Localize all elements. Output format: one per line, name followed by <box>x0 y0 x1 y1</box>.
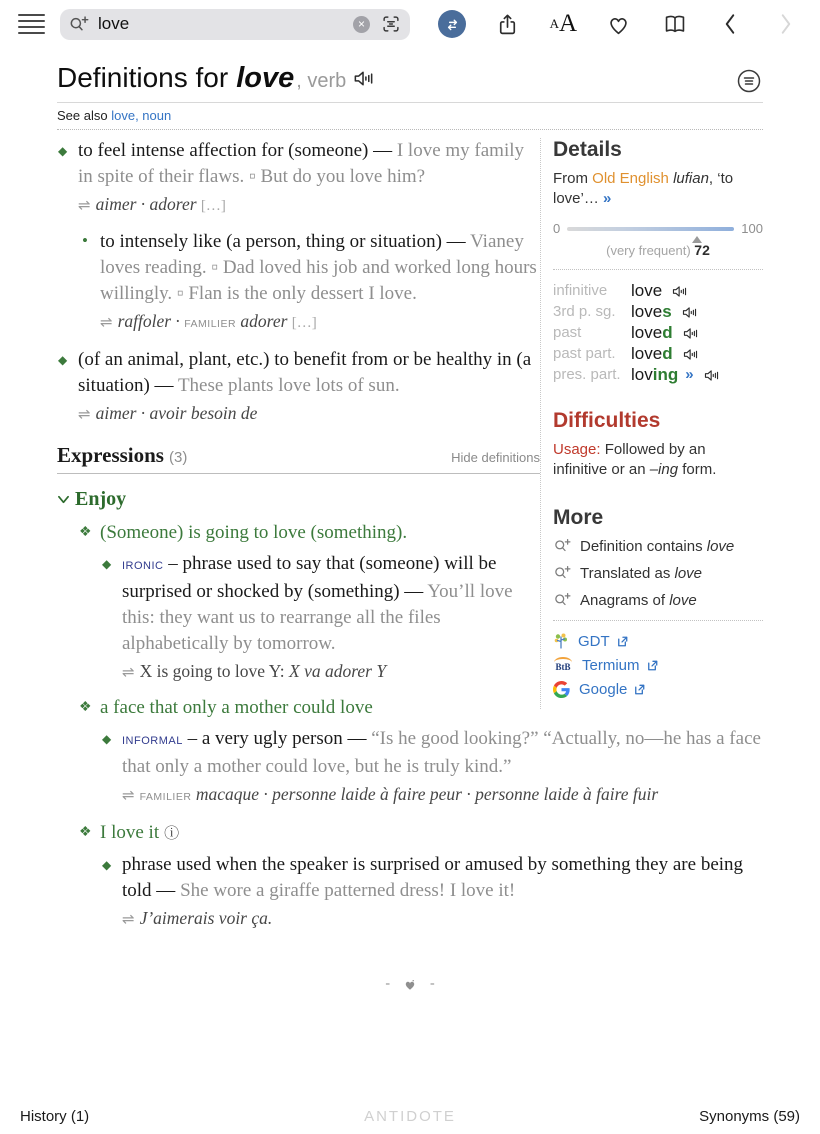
register-label: FAMILIER <box>139 791 192 803</box>
bottom-bar <box>0 1098 820 1134</box>
expression-phrase[interactable]: ❖ (Someone) is going to love (something). <box>79 520 763 546</box>
diamond-bullet-icon: ◆ <box>102 732 112 746</box>
termium-link[interactable]: BtB Termium <box>553 657 763 674</box>
translation-line: ⇌ raffoler · FAMILIER adorer […] <box>100 311 317 331</box>
translation-arrow-icon: ⇌ <box>122 910 135 928</box>
details-heading: Details <box>553 138 622 161</box>
expression-phrase[interactable]: ❖ a face that only a mother could love <box>79 695 763 721</box>
antidote-brand: ANTIDOTE <box>364 1107 456 1125</box>
dot-bullet-icon: • <box>82 231 88 250</box>
clear-search-icon[interactable]: × <box>353 16 370 33</box>
header-dotted-divider <box>57 129 763 130</box>
definition-text: (of an animal, plant, etc.) to benefit from or be healthy in (a situation) — <box>78 349 532 396</box>
definition-text: to feel intense affection for (someone) — <box>78 140 397 161</box>
conjugation-row: past part. loved <box>553 344 763 364</box>
pronounce-speaker-icon[interactable] <box>352 67 375 90</box>
hide-definitions-button[interactable]: Hide definitions <box>451 450 540 465</box>
translation-arrow-icon: ⇌ <box>78 405 91 423</box>
page-title: Definitions for <box>57 62 229 93</box>
usage-note: Usage: Followed by an infinitive or an –ing form. <box>553 441 717 478</box>
frequency-max: 100 <box>741 221 763 236</box>
definition-example: I love my family in spite of their flaws. ▫ But do you love him? <box>78 140 525 187</box>
definition-text: to intensely like (a person, thing or situation) — <box>100 231 471 252</box>
old-english-link[interactable]: Old English <box>592 170 669 187</box>
diamond-bullet-icon: ◆ <box>102 858 112 872</box>
conjugation-row: pres. part. loving » <box>553 365 763 385</box>
translation-line: ⇌ aimer · avoir besoin de <box>78 403 258 423</box>
text-size-icon[interactable]: A A <box>549 10 578 37</box>
more-heading: More <box>553 506 604 529</box>
translation-line: ⇌ J’aimerais voir ça. <box>122 908 273 928</box>
page-content <box>0 62 820 997</box>
back-chevron-icon[interactable] <box>716 10 744 38</box>
bookmarks-book-icon[interactable] <box>661 10 689 38</box>
difficulties-heading: Difficulties <box>553 409 661 432</box>
page-header <box>57 62 763 95</box>
end-of-content-ornament: - - <box>385 976 435 991</box>
more-item-translated-as[interactable]: Translated as love <box>553 564 763 582</box>
translation-arrow-icon: ⇌ <box>122 786 135 804</box>
definition-item <box>57 347 763 399</box>
frequency-caption: (very frequent) <box>606 243 695 258</box>
translation-arrow-icon: ⇌ <box>100 313 113 331</box>
google-link[interactable]: Google <box>553 681 763 698</box>
see-also-link[interactable]: love, noun <box>111 108 172 123</box>
etymology-more-icon[interactable]: » <box>603 190 612 207</box>
definition-item <box>57 138 763 190</box>
info-icon[interactable]: ⓘ <box>164 825 180 842</box>
translation-line: ⇌ X is going to love Y: X va adorer Y <box>122 661 387 681</box>
menu-icon[interactable] <box>18 14 45 35</box>
synonyms-button[interactable]: Synonyms (59) <box>699 1107 800 1125</box>
translation-more[interactable]: […] <box>291 315 317 331</box>
diamond-bullet-icon: ◆ <box>102 557 112 571</box>
chevron-down-icon <box>57 494 70 505</box>
expression-definition: ◆ IRONIC – phrase used to say that (someone) will be surprised or shocked by (something) — You’ll love this: they want us to rearrange all the files alphabetically by tomorrow. <box>102 553 513 654</box>
definition-example: Vianey loves reading. ▫ Dad loved his job and worked long hours willingly. ▫ Flan is the only dessert I love. <box>100 231 537 304</box>
more-item-anagrams[interactable]: Anagrams of love <box>553 591 763 609</box>
frequency-min: 0 <box>553 221 561 236</box>
see-also-row <box>57 103 763 129</box>
diamond4-bullet-icon: ❖ <box>79 525 92 540</box>
register-label: FAMILIER <box>184 318 237 330</box>
register-label: IRONIC <box>122 560 164 572</box>
share-icon[interactable] <box>494 10 522 38</box>
favorites-heart-icon[interactable] <box>605 10 633 38</box>
diamond-bullet-icon: ◆ <box>58 353 68 367</box>
search-field[interactable] <box>60 9 410 40</box>
expression-definition: ◆ INFORMAL – a very ugly person — “Is he good looking?” “Actually, no—he has a face that only a mother could love, but he is truly kind.” <box>102 728 761 777</box>
expressions-header <box>57 442 540 474</box>
more-item-definition-contains[interactable]: Definition contains love <box>553 537 763 555</box>
translation-arrow-icon: ⇌ <box>78 196 91 214</box>
headword: love <box>236 62 295 94</box>
expression-phrase[interactable]: ❖ I love it ⓘ <box>79 820 763 847</box>
register-label: INFORMAL <box>122 735 183 747</box>
btb-badge-icon: BtB <box>553 659 573 673</box>
expressions-heading: Expressions <box>57 443 164 467</box>
expression-definition: ◆ phrase used when the speaker is surprised or amused by something they are being told — She wore a giraffe patterned dress! I love it! <box>102 854 744 901</box>
definitions-panel <box>57 138 763 997</box>
search-input[interactable] <box>96 13 353 35</box>
sub-definition-item <box>79 229 763 307</box>
toolbar <box>0 0 820 48</box>
translation-more[interactable]: […] <box>200 198 226 214</box>
definition-example: These plants love lots of sun. <box>177 375 400 396</box>
diamond4-bullet-icon: ❖ <box>79 825 92 840</box>
translation-line: ⇌ aimer · adorer […] <box>78 194 226 214</box>
more-forms-icon[interactable]: » <box>685 366 694 383</box>
history-button[interactable]: History (1) <box>20 1107 90 1125</box>
heart-ornament-icon <box>403 978 417 991</box>
translation-arrow-icon: ⇌ <box>122 663 135 681</box>
conjugation-row: 3rd p. sg. loves <box>553 302 763 322</box>
language-swap-icon[interactable] <box>438 10 466 38</box>
translation-line: ⇌ FAMILIER macaque · personne laide à faire peur · personne laide à faire fuir <box>122 784 659 804</box>
forward-chevron-icon <box>772 10 800 38</box>
gdt-link[interactable]: GDT <box>553 632 763 650</box>
scan-text-icon[interactable] <box>380 13 402 35</box>
diamond-bullet-icon: ◆ <box>58 144 68 158</box>
etymology: From Old English lufian, ‘to love’… » <box>553 170 734 207</box>
expression-group-label: Enjoy <box>75 488 127 510</box>
part-of-speech: , verb <box>296 70 347 92</box>
search-add-icon <box>68 14 89 35</box>
conjugation-row: past loved <box>553 323 763 343</box>
toolbar-actions <box>438 10 800 38</box>
diamond4-bullet-icon: ❖ <box>79 700 92 715</box>
conjugation-row: infinitive love <box>553 281 763 301</box>
outline-list-icon[interactable] <box>735 67 763 95</box>
expressions-count: (3) <box>168 449 188 466</box>
see-also-label: See also <box>57 108 108 123</box>
frequency-value: 72 <box>694 242 710 258</box>
